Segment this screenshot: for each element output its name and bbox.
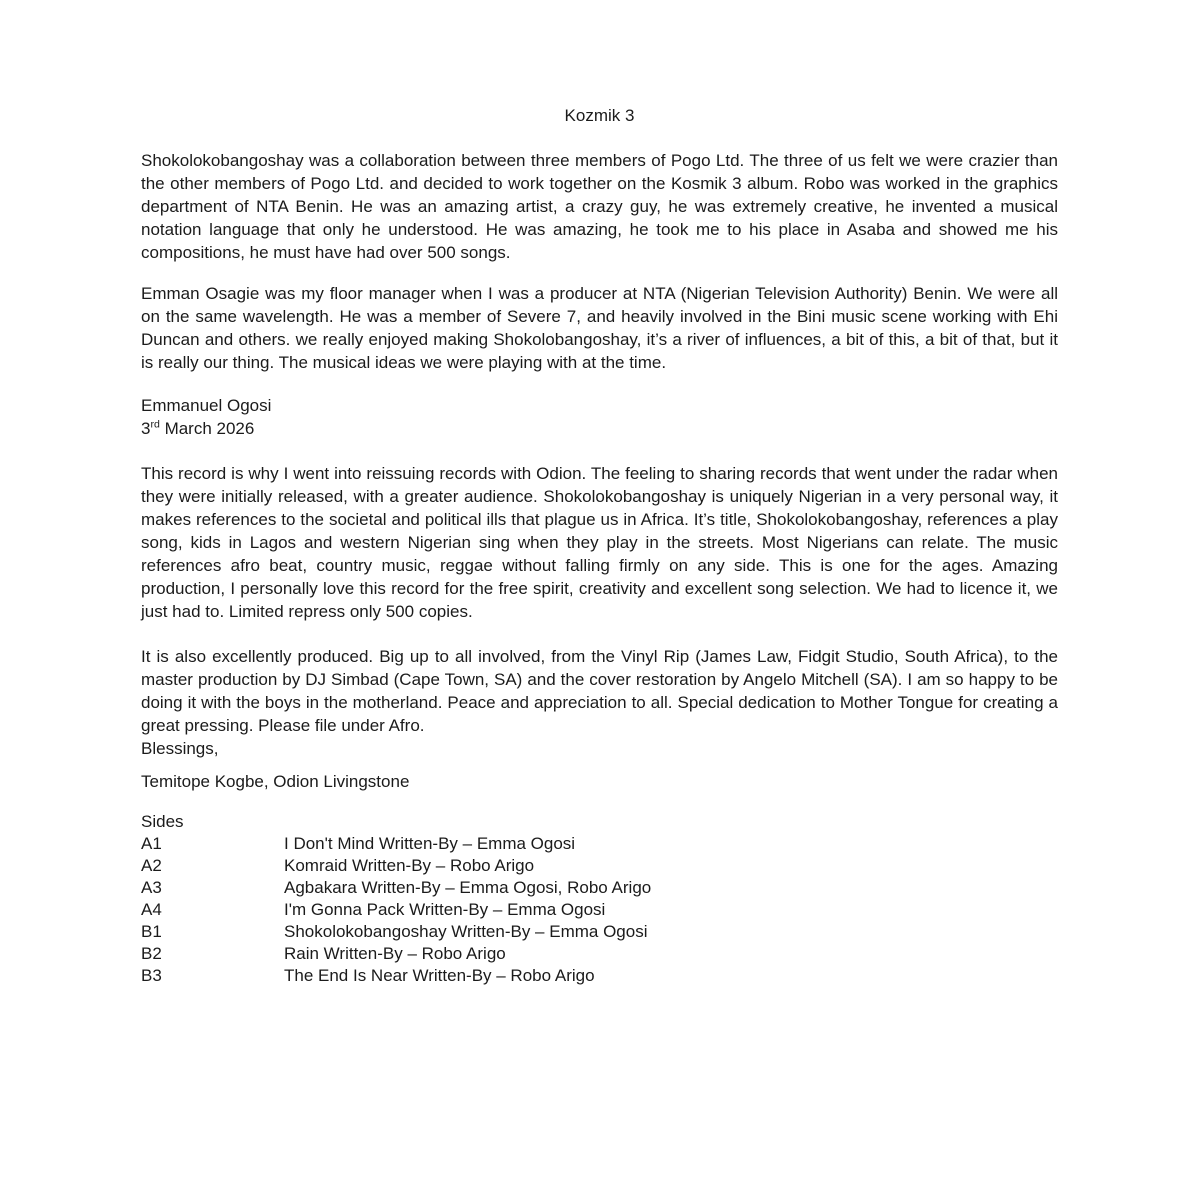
track-title: I'm Gonna Pack Written-By – Emma Ogosi <box>284 900 606 919</box>
track-row-a2 <box>141 855 1058 877</box>
track-list-section <box>141 811 1058 987</box>
track-row-a3 <box>141 877 1058 899</box>
track-position: A2 <box>141 856 162 875</box>
signature-date-day: 3 <box>141 419 151 438</box>
track-position: A1 <box>141 834 162 853</box>
track-position: B2 <box>141 944 162 963</box>
signature-block <box>141 394 1058 440</box>
paragraph-reissue: This record is why I went into reissuing records with Odion. The feeling to sharing records that went under the radar when they were initially released, with a greater audience. Shokolokobangoshay is uniquely Nigerian in a very personal way, it makes references to the societal and political ills that plague us in Africa. It’s title, Shokolokobangoshay, references a play song, kids in Lagos and western Nigerian sing when they play in the streets. Most Nigerians can relate. The music references afro beat, country music, reggae without falling firmly on any side. This is one for the ages. Amazing production, I personally love this record for the free spirit, creativity and excellent song selection. We had to licence it, we just had to. Limited repress only 500 copies. <box>141 464 1058 621</box>
track-row-b3 <box>141 965 1058 987</box>
paragraph-production-block <box>141 645 1058 760</box>
sides-heading: Sides <box>141 812 184 831</box>
track-position: B3 <box>141 966 162 985</box>
paragraph-floor-manager: Emman Osagie was my floor manager when I was a producer at NTA (Nigerian Television Authority) Benin. We were all on the same wavelength. He was a member of Severe 7, and heavily involved in the Bini music scene working with Ehi Duncan and others. we really enjoyed making Shokolobangoshay, it’s a river of influences, a bit of this, a bit of that, but it is really our thing. The musical ideas we were playing with at the time. <box>141 284 1058 372</box>
signature-date <box>141 417 1058 440</box>
track-title: Komraid Written-By – Robo Arigo <box>284 856 535 875</box>
paragraph-collaboration: Shokolokobangoshay was a collaboration between three members of Pogo Ltd. The three of us felt we were crazier than the other members of Pogo Ltd. and decided to work together on the Kosmik 3 album. Robo was worked in the graphics department of NTA Benin. He was an amazing artist, a crazy guy, he was extremely creative, he invented a musical notation language that only he understood. He was amazing, he took me to his place in Asaba and showed me his compositions, he must have had over 500 songs. <box>141 151 1058 262</box>
track-title: The End Is Near Written-By – Robo Arigo <box>284 966 595 985</box>
track-position: A4 <box>141 900 162 919</box>
track-title: Shokolokobangoshay Written-By – Emma Ogosi <box>284 922 648 941</box>
track-row-b2 <box>141 943 1058 965</box>
track-position: A3 <box>141 878 162 897</box>
track-title: Agbakara Written-By – Emma Ogosi, Robo Arigo <box>284 878 652 897</box>
signature-name: Emmanuel Ogosi <box>141 396 272 415</box>
track-row-a4 <box>141 899 1058 921</box>
document-title: Kozmik 3 <box>564 106 635 125</box>
track-row-b1 <box>141 921 1058 943</box>
signature-date-rest: March 2026 <box>159 419 255 438</box>
signature-date-ordinal: rd <box>150 418 160 431</box>
track-title: I Don't Mind Written-By – Emma Ogosi <box>284 834 576 853</box>
blessings-line: Blessings, <box>141 739 219 758</box>
paragraph-production: It is also excellently produced. Big up to all involved, from the Vinyl Rip (James Law, Fidgit Studio, South Africa), to the master production by DJ Simbad (Cape Town, SA) and the cover restoration by Angelo Mitchell (SA). I am so happy to be doing it with the boys in the motherland. Peace and appreciation to all. Special dedication to Mother Tongue for creating a great pressing. Please file under Afro. <box>141 647 1058 735</box>
track-row-a1 <box>141 833 1058 855</box>
document-page <box>141 104 1058 987</box>
credits-line: Temitope Kogbe, Odion Livingstone <box>141 772 410 791</box>
track-title: Rain Written-By – Robo Arigo <box>284 944 506 963</box>
track-position: B1 <box>141 922 162 941</box>
